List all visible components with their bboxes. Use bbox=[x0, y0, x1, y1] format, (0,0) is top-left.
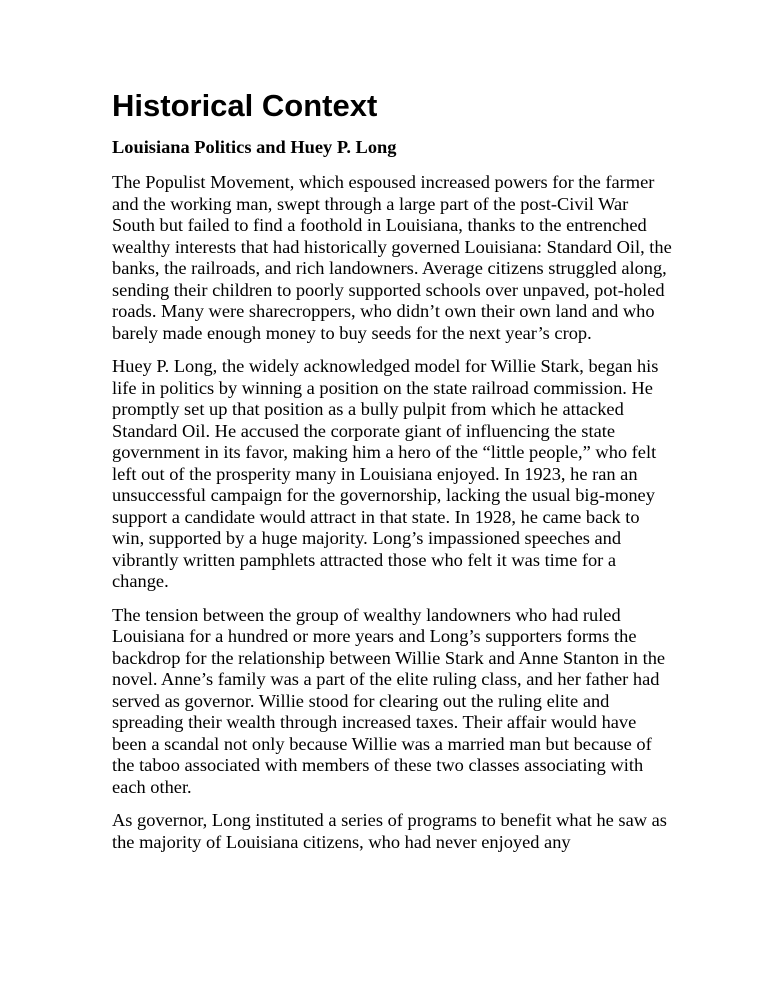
paragraph-class-tension: The tension between the group of wealthy landowners who had ruled Louisiana for a hundred or more years and Long’s supporters forms the backdrop for the relationship between Willie Stark and Anne Stanton in the novel. Anne’s family was a part of the elite ruling class, and her father had served as governor. Willie stood for clearing out the ruling elite and spreading their wealth through increased taxes. Their affair would have been a scandal not only because Willie was a married man but because of the taboo associated with members of these two classes associating with each other. bbox=[112, 604, 666, 797]
paragraph-huey-long: Huey P. Long, the widely acknowledged model for Willie Stark, began his life in politics by winning a position on the state railroad commission. He promptly set up that position as a bully pulpit from which he attacked Standard Oil. He accused the corporate giant of influencing the state government in its favor, making him a hero of the “little people,” who felt left out of the prosperity many in Louisiana enjoyed. In 1923, he ran an unsuccessful campaign for the governorship, lacking the usual big-money support a candidate would attract in that state. In 1928, he came back to win, supported by a huge majority. Long’s impassioned speeches and vibrantly written pamphlets attracted those who felt it was time for a change. bbox=[112, 356, 659, 591]
document-page bbox=[112, 88, 672, 865]
section-heading: Louisiana Politics and Huey P. Long bbox=[112, 137, 397, 157]
paragraph-populist-movement: The Populist Movement, which espoused increased powers for the farmer and the working man, swept through a large part of the post-Civil War South but failed to find a foothold in Louisiana, thanks to the entrenched wealthy interests that had historically governed Louisiana: Standard Oil, the banks, the railroads, and rich landowners. Average citizens struggled along, sending their children to poorly supported schools over unpaved, pot-holed roads. Many were sharecroppers, who didn’t own their own land and who barely made enough money to buy seeds for the next year’s crop. bbox=[112, 172, 672, 343]
page-title: Historical Context bbox=[112, 88, 378, 123]
paragraph-governor-programs: As governor, Long instituted a series of programs to benefit what he saw as the majority of Louisiana citizens, who had never enjoyed any bbox=[112, 810, 667, 852]
